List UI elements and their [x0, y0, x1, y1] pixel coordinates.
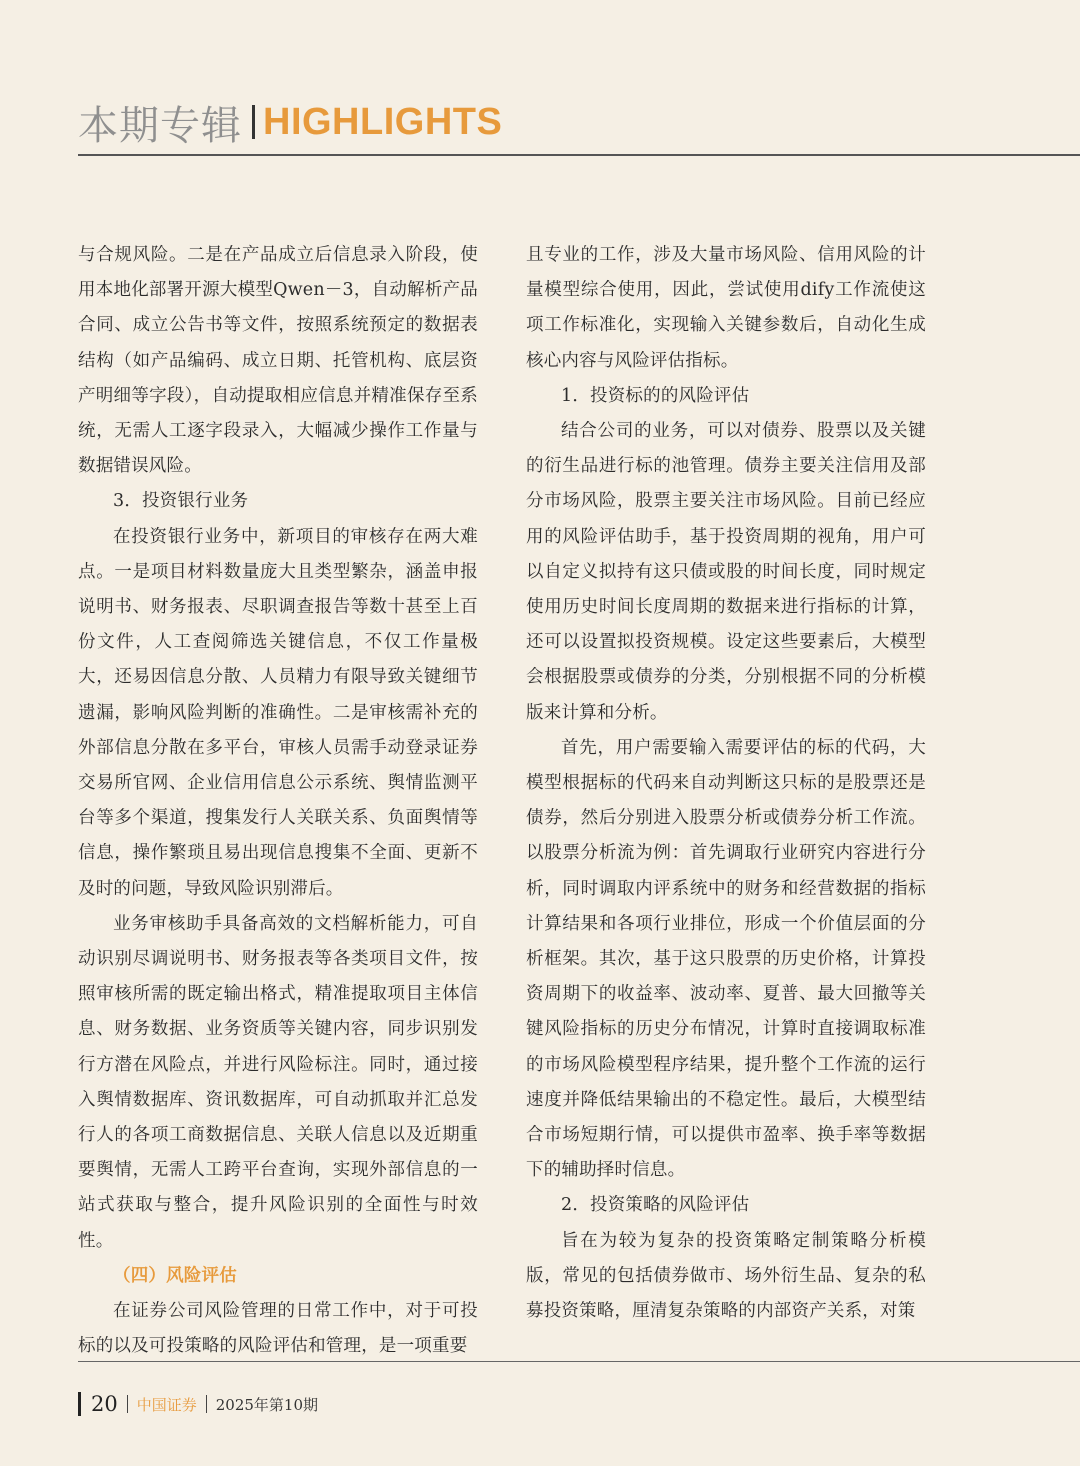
footer-bar [78, 1392, 81, 1416]
subheading: 3．投资银行业务 [113, 491, 249, 512]
header-divider [252, 105, 255, 139]
subheading: 2．投资策略的风险评估 [561, 1195, 750, 1216]
footer-rule [78, 1361, 1080, 1362]
paragraph: 业务审核助手具备高效的文档解析能力，可自动识别尽调说明书、财务报表等各类项目文件，按照审核所需的既定输出格式，精准提取项目主体信息、财务数据、业务资质等关键内容，同步识别发行方潜在风险点，并进行风险标注。同时，通过接入舆情数据库、资讯数据库，可自动抓取并汇总发行人的各项工商数据信息、关联人信息以及近期重要舆情，无需人工跨平台查询，实现外部信息的一站式获取与整合，提升风险识别的全面性与时效性。 [78, 913, 478, 1251]
section-heading: （四）风险评估 [113, 1265, 237, 1286]
paragraph: 在证券公司风险管理的日常工作中，对于可投标的以及可投策略的风险评估和管理，是一项重要 [78, 1301, 478, 1357]
footer-divider [127, 1395, 128, 1413]
subheading: 1．投资标的的风险评估 [561, 385, 750, 406]
footer-divider [206, 1395, 207, 1413]
right-column [526, 238, 926, 1322]
left-column [78, 238, 478, 1357]
page-header [78, 96, 502, 148]
page-number: 20 [91, 1392, 118, 1416]
page-footer [78, 1388, 318, 1420]
paragraph: 结合公司的业务，可以对债券、股票以及关键的衍生品进行标的池管理。债券主要关注信用及部分市场风险，股票主要关注市场风险。目前已经应用的风险评估助手，基于投资周期的视角，用户可以自定义拟持有这只债或股的时间长度，同时规定使用历史时间长度周期的数据来进行指标的计算，还可以设置拟投资规模。设定这些要素后，大模型会根据股票或债券的分类，分别根据不同的分析模版来计算和分析。 [526, 421, 926, 723]
header-title-cn: 本期专辑 [78, 102, 242, 149]
paragraph: 旨在为较为复杂的投资策略定制策略分析模版，常见的包括债券做市、场外衍生品、复杂的私募投资策略，厘清复杂策略的内部资产关系，对策 [526, 1230, 926, 1322]
paragraph: 在投资银行业务中，新项目的审核存在两大难点。一是项目材料数量庞大且类型繁杂，涵盖申报说明书、财务报表、尽职调查报告等数十甚至上百份文件，人工查阅筛选关键信息，不仅工作量极大，还易因信息分散、人员精力有限导致关键细节遗漏，影响风险判断的准确性。二是审核需补充的外部信息分散在多平台，审核人员需手动登录证券交易所官网、企业信用信息公示系统、舆情监测平台等多个渠道，搜集发行人关联关系、负面舆情等信息，操作繁琐且易出现信息搜集不全面、更新不及时的问题，导致风险识别滞后。 [78, 526, 478, 899]
header-rule [78, 154, 1080, 156]
issue-label: 2025年第10期 [215, 1395, 319, 1414]
paragraph: 且专业的工作，涉及大量市场风险、信用风险的计量模型综合使用，因此，尝试使用dify工作流使这项工作标准化，实现输入关键参数后，自动化生成核心内容与风险评估指标。 [526, 245, 926, 371]
header-title-en: HIGHLIGHTS [263, 100, 503, 143]
magazine-name: 中国证券 [136, 1395, 197, 1414]
paragraph: 与合规风险。二是在产品成立后信息录入阶段，使用本地化部署开源大模型Qwen－3，自动解析产品合同、成立公告书等文件，按照系统预定的数据表结构（如产品编码、成立日期、托管机构、底层资产明细等字段），自动提取相应信息并精准保存至系统，无需人工逐字段录入，大幅减少操作工作量与数据错误风险。 [78, 245, 478, 477]
paragraph: 首先，用户需要输入需要评估的标的代码，大模型根据标的代码来自动判断这只标的是股票还是债券，然后分别进入股票分析或债券分析工作流。以股票分析流为例：首先调取行业研究内容进行分析，同时调取内评系统中的财务和经营数据的指标计算结果和各项行业排位，形成一个价值层面的分析框架。其次，基于这只股票的历史价格，计算投资周期下的收益率、波动率、夏普、最大回撤等关键风险指标的历史分布情况，计算时直接调取标准的市场风险模型程序结果，提升整个工作流的运行速度并降低结果输出的不稳定性。最后，大模型结合市场短期行情，可以提供市盈率、换手率等数据下的辅助择时信息。 [526, 737, 926, 1181]
